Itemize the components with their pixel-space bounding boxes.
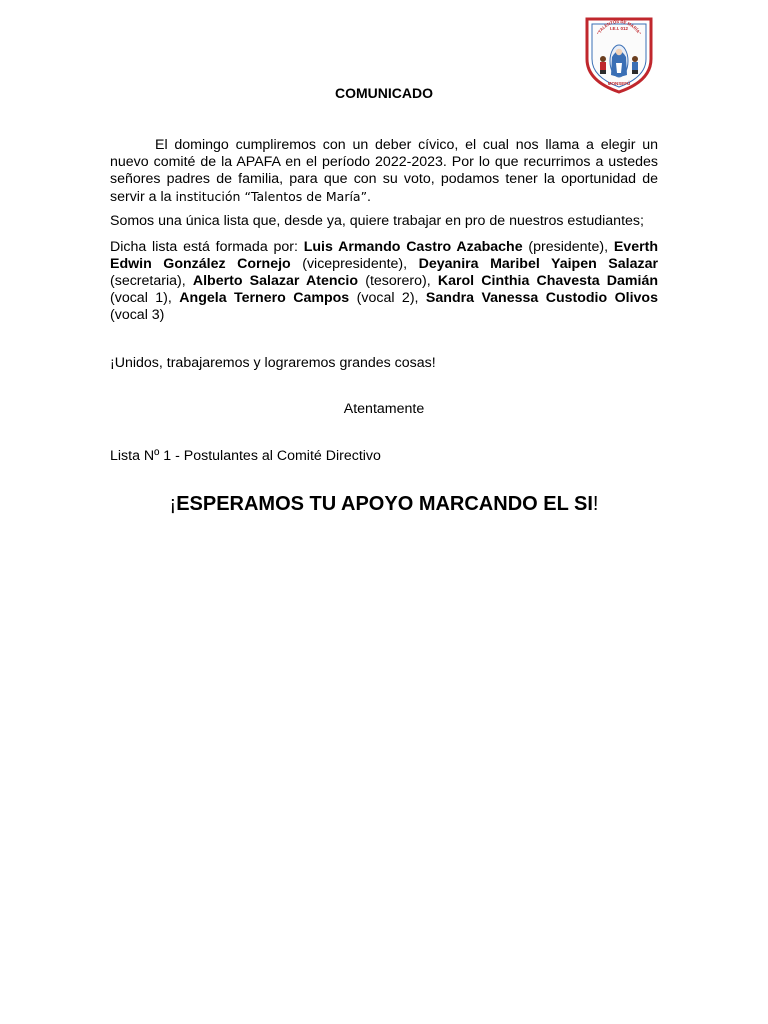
member-name: Karol Cinthia Chavesta Damián (437, 273, 659, 289)
member-role: (secretaria), (110, 273, 193, 289)
closing-text: Atentamente (343, 401, 425, 417)
member-role: (vocal 2), (349, 290, 426, 306)
logo-arc-text: "TALENTOS DE MARÍA" (595, 18, 643, 36)
slogan-text: ESPERAMOS TU APOYO MARCANDO EL SI (176, 493, 593, 515)
member-name: Deyanira Maribel Yaipen Salazar (418, 256, 658, 272)
slogan-close-mark: ! (592, 493, 599, 515)
member-role: (vocal 3) (110, 307, 165, 323)
paragraph-motto: ¡Unidos, trabajaremos y lograremos grandes cosas! (110, 355, 436, 371)
slogan (0, 493, 768, 516)
paragraph-members (110, 239, 658, 324)
slogan-open-mark: ¡ (169, 493, 177, 515)
school-crest-logo (583, 15, 655, 95)
member-name: Angela Ternero Campos (179, 290, 350, 306)
member-name: Luis Armando Castro Azabache (303, 239, 523, 255)
paragraph-intro-main: El domingo cumpliremos con un deber cívico, el cual nos llama a elegir un nuevo comité de la APAFA en el período 2022-2023. Por lo que recurrimos a ustedes señores padres de familia, para que con su voto, podamos tener la oportunidad de servir a la (110, 137, 658, 205)
logo-bottom-text: MONSEFÚ (607, 81, 631, 86)
member-name: Alberto Salazar Atencio (192, 273, 359, 289)
member-role: (tesorero), (358, 273, 438, 289)
signature-line: Lista Nº 1 - Postulantes al Comité Directivo (110, 448, 381, 464)
member-role: (presidente), (522, 239, 614, 255)
member-name: Sandra Vanessa Custodio Olivos (425, 290, 658, 306)
member-name: Everth Edwin González Cornejo (110, 239, 658, 272)
member-role: (vicepresidente), (290, 256, 419, 272)
paragraph-intro (110, 137, 658, 206)
members-intro: Dicha lista está formada por: (110, 239, 304, 255)
paragraph-list-description: Somos una única lista que, desde ya, quiere trabajar en pro de nuestros estudiantes; (110, 213, 644, 229)
member-role: (vocal 1), (110, 290, 180, 306)
paragraph-intro-tail: institución “Talentos de María”. (175, 189, 372, 204)
virgin-mary-figure (610, 45, 628, 77)
child-left-figure (600, 56, 606, 74)
document-title: COMUNICADO (335, 85, 433, 101)
logo-top-text: I.E.I. 012 (609, 26, 629, 31)
child-right-figure (632, 56, 638, 74)
